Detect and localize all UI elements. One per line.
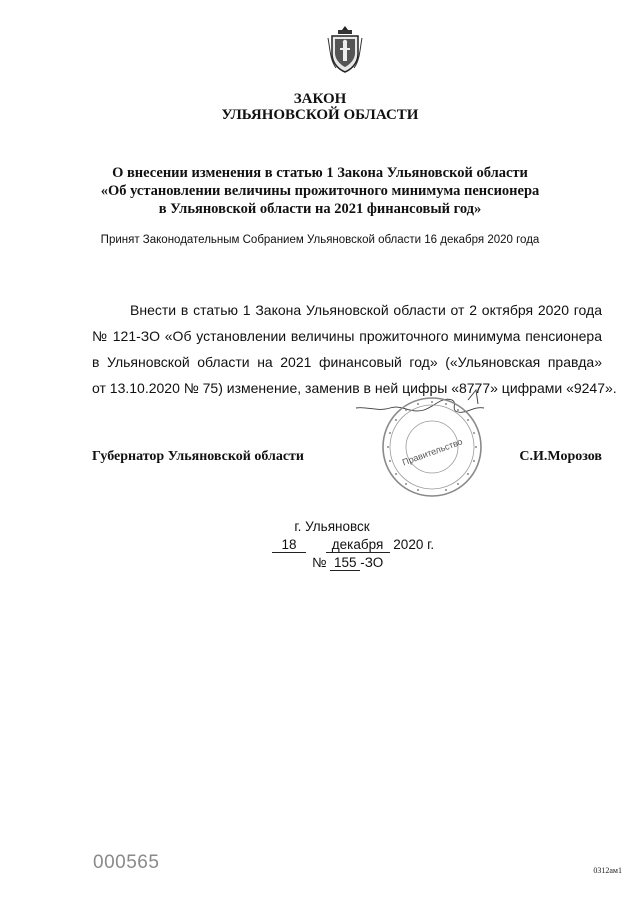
- subject-line: в Ульяновской области на 2021 финансовый год»: [158, 201, 482, 217]
- document-issuer-title: УЛЬЯНОВСКОЙ ОБЛАСТИ: [221, 107, 419, 123]
- subject-line: «Об установлении величины прожиточного минимума пенсионера: [100, 183, 540, 199]
- number-prefix: №: [312, 555, 327, 570]
- subject-line: О внесении изменения в статью 1 Закона Ульяновской области: [112, 165, 528, 181]
- governor-position: Губернатор Ульяновской области: [92, 449, 304, 464]
- date-day: 18: [272, 537, 306, 553]
- body-line: Внести в статью 1 Закона Ульяновской области от 2 октября 2020 года: [130, 302, 602, 318]
- body-line: от 13.10.2020 № 75) изменение, заменив в ней цифры «8777» цифрами «9247».: [92, 380, 617, 396]
- law-subject: [0, 164, 640, 218]
- law-body: [92, 297, 617, 401]
- form-code: 0312ам1: [593, 866, 622, 875]
- number-suffix: -ЗО: [360, 555, 384, 570]
- body-line: в Ульяновской области на 2021 финансовый год» («Ульяновская правда»: [92, 354, 602, 370]
- date-year: 2020 г.: [393, 537, 435, 552]
- law-number: [312, 555, 383, 571]
- seal-text: Правительство: [400, 436, 464, 468]
- body-line: № 121-ЗО «Об установлении величины прожиточного минимума пенсионера: [92, 328, 602, 344]
- place-of-signing: г. Ульяновск: [294, 519, 370, 534]
- document-type-title: ЗАКОН: [293, 91, 347, 107]
- signing-date: [272, 537, 434, 553]
- official-seal-stamp: [380, 395, 484, 499]
- coat-of-arms-icon: [327, 24, 363, 74]
- governor-name: С.И.Морозов: [519, 449, 602, 464]
- number-value: 155: [330, 555, 360, 571]
- registration-number: 000565: [93, 852, 160, 873]
- date-month: декабря: [326, 537, 390, 553]
- adoption-note: Принят Законодательным Собранием Ульяновской области 16 декабря 2020 года: [100, 234, 540, 246]
